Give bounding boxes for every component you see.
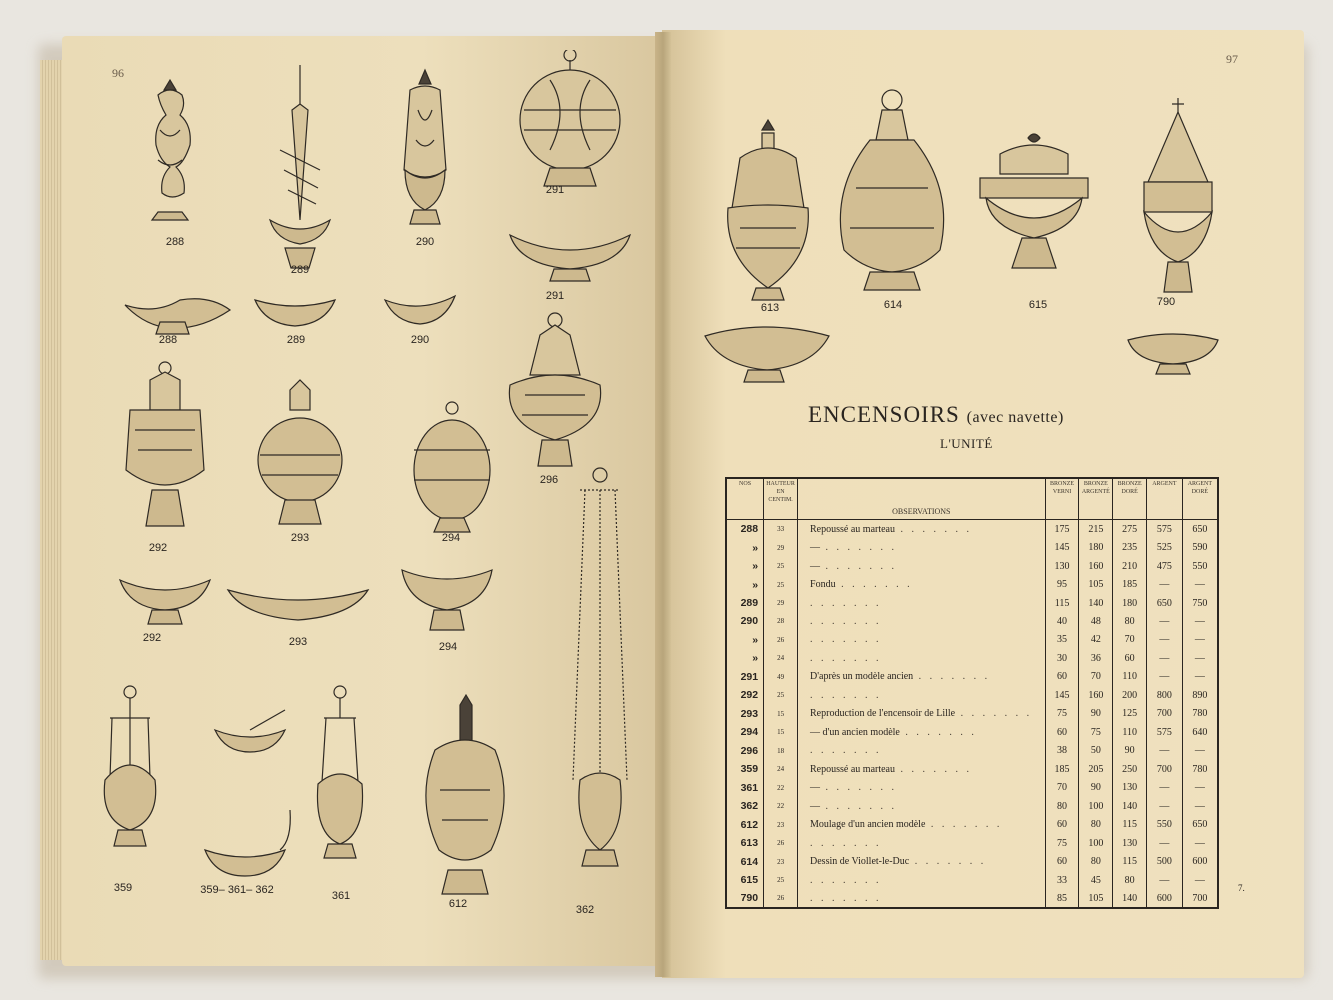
- cell-bv: 33: [1045, 871, 1079, 889]
- cell-h: 24: [764, 649, 798, 667]
- figure-label-288-boat: 288: [158, 334, 178, 346]
- cell-h: 49: [764, 668, 798, 686]
- cell-ba: 100: [1079, 797, 1113, 815]
- leader-dots: . . . . . . .: [895, 763, 972, 775]
- cell-ar: 800: [1147, 686, 1183, 704]
- censer-296-illustration: [509, 313, 600, 466]
- cell-ba: 100: [1079, 834, 1113, 852]
- cell-h: 26: [764, 834, 798, 852]
- cell-obs: [798, 778, 1046, 796]
- cell-no: 614: [726, 852, 764, 870]
- leader-dots: . . . . . . .: [820, 542, 898, 554]
- leader-dots: . . . . . . .: [895, 523, 972, 535]
- section-title-main: ENCENSOIRS: [808, 402, 960, 427]
- table-row: [726, 871, 1218, 889]
- cell-h: 25: [764, 575, 798, 593]
- censer-615-illustration: [980, 134, 1088, 268]
- censer-362-illustration: [573, 468, 627, 866]
- cell-ad: 750: [1182, 594, 1218, 612]
- observation-text: Fondu: [810, 579, 836, 591]
- cell-bd: 110: [1113, 723, 1147, 741]
- cell-h: 18: [764, 742, 798, 760]
- leader-dots: . . . . . . .: [955, 708, 1033, 720]
- table-row: [726, 631, 1218, 649]
- table-row: [726, 742, 1218, 760]
- cell-ba: 45: [1079, 871, 1113, 889]
- cell-ba: 48: [1079, 612, 1113, 630]
- leader-dots: . . . . . . .: [810, 652, 882, 664]
- cell-bv: 70: [1045, 778, 1079, 796]
- cell-ba: 75: [1079, 723, 1113, 741]
- header-bronze-verni: BRONZE VERNI: [1045, 478, 1079, 520]
- cell-ba: 50: [1079, 742, 1113, 760]
- cell-ar: —: [1147, 742, 1183, 760]
- cell-obs: [798, 557, 1046, 575]
- figure-label-290: 290: [415, 236, 435, 248]
- cell-h: 22: [764, 778, 798, 796]
- cell-ba: 215: [1079, 520, 1113, 538]
- cell-obs: [798, 668, 1046, 686]
- cell-bd: 60: [1113, 649, 1147, 667]
- table-row: [726, 538, 1218, 556]
- table-row: [726, 649, 1218, 667]
- table-row: [726, 815, 1218, 833]
- cell-bv: 80: [1045, 797, 1079, 815]
- cell-bd: 130: [1113, 778, 1147, 796]
- cell-ba: 36: [1079, 649, 1113, 667]
- cell-ar: —: [1147, 778, 1183, 796]
- cell-ad: 700: [1182, 889, 1218, 908]
- leader-dots: . . . . . . .: [810, 837, 882, 849]
- cell-ar: 475: [1147, 557, 1183, 575]
- table-row: [726, 612, 1218, 630]
- leader-dots: . . . . . . .: [909, 856, 987, 868]
- cell-bd: 110: [1113, 668, 1147, 686]
- observation-text: Moulage d'un ancien modèle: [810, 819, 926, 831]
- figure-label-292: 292: [148, 542, 168, 554]
- table-row: [726, 575, 1218, 593]
- cell-ar: —: [1147, 668, 1183, 686]
- cell-obs: [798, 705, 1046, 723]
- figure-label-288: 288: [165, 236, 185, 248]
- censer-293-illustration: [258, 380, 342, 524]
- cell-ad: 590: [1182, 538, 1218, 556]
- cell-ad: —: [1182, 778, 1218, 796]
- cell-obs: [798, 834, 1046, 852]
- header-bronze-dore: BRONZE DORÉ: [1113, 478, 1147, 520]
- cell-no: 291: [726, 668, 764, 686]
- right-page-number: 97: [1226, 52, 1238, 66]
- cell-ba: 42: [1079, 631, 1113, 649]
- cell-bd: 90: [1113, 742, 1147, 760]
- cell-h: 33: [764, 520, 798, 538]
- cell-ad: —: [1182, 612, 1218, 630]
- header-observations: OBSERVATIONS: [798, 478, 1046, 520]
- cell-no: 293: [726, 705, 764, 723]
- censer-361-illustration: [317, 686, 362, 858]
- observation-text: —: [810, 542, 821, 554]
- figure-label-359-361-362: 359– 361– 362: [200, 884, 274, 896]
- cell-bd: 130: [1113, 834, 1147, 852]
- cell-bv: 130: [1045, 557, 1079, 575]
- cell-no: »: [726, 575, 764, 593]
- observation-text: Reproduction de l'encensoir de Lille: [810, 708, 956, 720]
- cell-bv: 145: [1045, 686, 1079, 704]
- cell-no: 359: [726, 760, 764, 778]
- cell-obs: [798, 594, 1046, 612]
- cell-ba: 105: [1079, 889, 1113, 908]
- figure-label-291-boat: 291: [545, 290, 565, 302]
- cell-h: 26: [764, 631, 798, 649]
- figure-label-294: 294: [441, 532, 461, 544]
- table-row: [726, 852, 1218, 870]
- cell-obs: [798, 760, 1046, 778]
- cell-ad: 890: [1182, 686, 1218, 704]
- observation-text: Repoussé au marteau: [810, 523, 895, 535]
- cell-no: 612: [726, 815, 764, 833]
- cell-obs: [798, 797, 1046, 815]
- observation-text: D'après un modèle ancien: [810, 671, 914, 683]
- leader-dots: . . . . . . .: [899, 726, 977, 738]
- cell-bd: 80: [1113, 871, 1147, 889]
- cell-ar: 700: [1147, 760, 1183, 778]
- cell-obs: [798, 631, 1046, 649]
- figure-label-293: 293: [290, 532, 310, 544]
- cell-no: 362: [726, 797, 764, 815]
- cell-h: 28: [764, 612, 798, 630]
- leader-dots: . . . . . . .: [810, 892, 882, 904]
- cell-ad: —: [1182, 834, 1218, 852]
- table-row: [726, 723, 1218, 741]
- table-row: [726, 797, 1218, 815]
- cell-no: 288: [726, 520, 764, 538]
- cell-no: 615: [726, 871, 764, 889]
- cell-h: 23: [764, 852, 798, 870]
- cell-obs: [798, 742, 1046, 760]
- figure-label-359: 359: [113, 882, 133, 894]
- cell-bv: 30: [1045, 649, 1079, 667]
- cell-ad: 780: [1182, 705, 1218, 723]
- observation-text: Repoussé au marteau: [810, 763, 895, 775]
- cell-bd: 250: [1113, 760, 1147, 778]
- cell-h: 15: [764, 723, 798, 741]
- cell-h: 25: [764, 686, 798, 704]
- cell-ar: 500: [1147, 852, 1183, 870]
- cell-ba: 160: [1079, 557, 1113, 575]
- table-row: [726, 889, 1218, 908]
- censer-790-illustration: [1144, 98, 1212, 292]
- censer-614-illustration: [840, 90, 943, 290]
- cell-no: »: [726, 631, 764, 649]
- cell-ad: 650: [1182, 520, 1218, 538]
- cell-obs: [798, 815, 1046, 833]
- leader-dots: . . . . . . .: [810, 597, 882, 609]
- cell-obs: [798, 538, 1046, 556]
- censer-290-illustration: [404, 70, 446, 224]
- cell-ad: —: [1182, 871, 1218, 889]
- figure-label-361: 361: [331, 890, 351, 902]
- table-row: [726, 760, 1218, 778]
- cell-obs: [798, 889, 1046, 908]
- cell-ad: —: [1182, 742, 1218, 760]
- cell-ar: —: [1147, 612, 1183, 630]
- censer-292-illustration: [126, 362, 204, 526]
- cell-no: 361: [726, 778, 764, 796]
- cell-bv: 40: [1045, 612, 1079, 630]
- cell-no: »: [726, 649, 764, 667]
- header-argent-dore: ARGENT DORÉ: [1182, 478, 1218, 520]
- censer-359-illustration: [104, 686, 155, 846]
- cell-bd: 140: [1113, 889, 1147, 908]
- cell-ar: 575: [1147, 723, 1183, 741]
- figure-label-296: 296: [539, 474, 559, 486]
- censer-illustrations-left: [80, 50, 660, 930]
- cell-bd: 125: [1113, 705, 1147, 723]
- cell-ar: —: [1147, 575, 1183, 593]
- cell-bd: 275: [1113, 520, 1147, 538]
- censer-289-illustration: [270, 65, 330, 268]
- cell-ar: 525: [1147, 538, 1183, 556]
- header-no: NOS: [726, 478, 764, 520]
- cell-h: 24: [764, 760, 798, 778]
- cell-no: 294: [726, 723, 764, 741]
- observation-text: Dessin de Viollet-le-Duc: [810, 856, 910, 868]
- cell-obs: [798, 871, 1046, 889]
- figure-label-292-boat: 292: [142, 632, 162, 644]
- leader-dots: . . . . . . .: [810, 874, 882, 886]
- leader-dots: . . . . . . .: [810, 745, 882, 757]
- figure-label-362: 362: [575, 904, 595, 916]
- cell-no: »: [726, 557, 764, 575]
- figure-label-289-boat: 289: [286, 334, 306, 346]
- cell-obs: [798, 612, 1046, 630]
- price-table-header: [726, 478, 1218, 520]
- cell-bd: 115: [1113, 852, 1147, 870]
- cell-bv: 145: [1045, 538, 1079, 556]
- cell-h: 29: [764, 594, 798, 612]
- cell-bv: 60: [1045, 852, 1079, 870]
- censer-613-illustration: [728, 120, 809, 300]
- cell-obs: [798, 649, 1046, 667]
- header-height: HAUTEUR EN CENTIM.: [764, 478, 798, 520]
- cell-ad: —: [1182, 575, 1218, 593]
- cell-ad: 550: [1182, 557, 1218, 575]
- cell-no: 290: [726, 612, 764, 630]
- cell-ar: 600: [1147, 889, 1183, 908]
- cell-bd: 115: [1113, 815, 1147, 833]
- censer-291-illustration: [520, 50, 620, 186]
- section-title-suffix: (avec navette): [966, 409, 1064, 426]
- observation-text: — d'un ancien modèle: [810, 726, 900, 738]
- cell-h: 25: [764, 557, 798, 575]
- cell-bv: 85: [1045, 889, 1079, 908]
- cell-h: 15: [764, 705, 798, 723]
- leader-dots: . . . . . . .: [925, 819, 1003, 831]
- cell-bv: 60: [1045, 723, 1079, 741]
- cell-bv: 115: [1045, 594, 1079, 612]
- cell-obs: [798, 520, 1046, 538]
- leader-dots: . . . . . . .: [810, 689, 882, 701]
- cell-ar: —: [1147, 834, 1183, 852]
- figure-label-615: 615: [1028, 299, 1048, 311]
- leader-dots: . . . . . . .: [810, 615, 882, 627]
- cell-bv: 95: [1045, 575, 1079, 593]
- table-row: [726, 668, 1218, 686]
- table-row: [726, 778, 1218, 796]
- observation-text: —: [810, 782, 821, 794]
- figure-label-291: 291: [545, 184, 565, 196]
- cell-ba: 160: [1079, 686, 1113, 704]
- cell-ar: —: [1147, 871, 1183, 889]
- cell-no: »: [726, 538, 764, 556]
- observation-text: —: [810, 800, 821, 812]
- cell-ar: 550: [1147, 815, 1183, 833]
- cell-ar: 700: [1147, 705, 1183, 723]
- figure-label-293-boat: 293: [288, 636, 308, 648]
- censer-illustrations-right: [700, 88, 1240, 388]
- price-table: [725, 477, 1219, 909]
- cell-obs: [798, 575, 1046, 593]
- leader-dots: . . . . . . .: [820, 782, 898, 794]
- table-row: [726, 594, 1218, 612]
- cell-obs: [798, 723, 1046, 741]
- figure-label-612: 612: [448, 898, 468, 910]
- cell-ad: 650: [1182, 815, 1218, 833]
- header-bronze-argente: BRONZE ARGENTÉ: [1079, 478, 1113, 520]
- cell-ad: 780: [1182, 760, 1218, 778]
- figure-label-614: 614: [883, 299, 903, 311]
- cell-h: 29: [764, 538, 798, 556]
- figure-label-289: 289: [290, 264, 310, 276]
- cell-no: 613: [726, 834, 764, 852]
- cell-ar: —: [1147, 631, 1183, 649]
- figure-label-290-boat: 290: [410, 334, 430, 346]
- censer-612-illustration: [426, 695, 504, 894]
- cell-bd: 70: [1113, 631, 1147, 649]
- cell-bv: 35: [1045, 631, 1079, 649]
- leader-dots: . . . . . . .: [820, 800, 898, 812]
- cell-ba: 80: [1079, 815, 1113, 833]
- figure-label-790: 790: [1156, 296, 1176, 308]
- censer-288-illustration: [152, 80, 190, 220]
- cell-bv: 60: [1045, 668, 1079, 686]
- section-subtitle: L'UNITÉ: [940, 436, 993, 451]
- cell-h: 25: [764, 871, 798, 889]
- cell-bd: 185: [1113, 575, 1147, 593]
- cell-no: 790: [726, 889, 764, 908]
- cell-h: 22: [764, 797, 798, 815]
- cell-h: 23: [764, 815, 798, 833]
- figure-label-613: 613: [760, 302, 780, 314]
- cell-ba: 105: [1079, 575, 1113, 593]
- cell-ad: —: [1182, 668, 1218, 686]
- cell-ad: —: [1182, 631, 1218, 649]
- cell-ba: 180: [1079, 538, 1113, 556]
- cell-ba: 90: [1079, 705, 1113, 723]
- censer-294-illustration: [414, 402, 490, 532]
- cell-ar: —: [1147, 649, 1183, 667]
- cell-bv: 60: [1045, 815, 1079, 833]
- figure-label-294-boat: 294: [438, 641, 458, 653]
- cell-ba: 80: [1079, 852, 1113, 870]
- cell-ba: 70: [1079, 668, 1113, 686]
- cell-ar: 650: [1147, 594, 1183, 612]
- cell-bd: 180: [1113, 594, 1147, 612]
- table-row: [726, 520, 1218, 538]
- cell-bv: 75: [1045, 834, 1079, 852]
- cell-ad: —: [1182, 797, 1218, 815]
- cell-bv: 185: [1045, 760, 1079, 778]
- leader-dots: . . . . . . .: [810, 634, 882, 646]
- cell-ba: 90: [1079, 778, 1113, 796]
- table-row: [726, 686, 1218, 704]
- cell-ba: 205: [1079, 760, 1113, 778]
- cell-no: 289: [726, 594, 764, 612]
- cell-ad: 600: [1182, 852, 1218, 870]
- table-row: [726, 705, 1218, 723]
- cell-ar: 575: [1147, 520, 1183, 538]
- observation-text: —: [810, 560, 821, 572]
- cell-bv: 175: [1045, 520, 1079, 538]
- cell-no: 292: [726, 686, 764, 704]
- cell-no: 296: [726, 742, 764, 760]
- table-row: [726, 557, 1218, 575]
- cell-bd: 210: [1113, 557, 1147, 575]
- cell-bv: 38: [1045, 742, 1079, 760]
- cell-ba: 140: [1079, 594, 1113, 612]
- signature-mark: 7.: [1238, 883, 1245, 893]
- cell-h: 26: [764, 889, 798, 908]
- section-title: [808, 402, 1064, 428]
- cell-ad: 640: [1182, 723, 1218, 741]
- cell-obs: [798, 852, 1046, 870]
- leader-dots: . . . . . . .: [835, 579, 913, 591]
- cell-obs: [798, 686, 1046, 704]
- cell-bd: 80: [1113, 612, 1147, 630]
- cell-ad: —: [1182, 649, 1218, 667]
- cell-bd: 235: [1113, 538, 1147, 556]
- header-argent: ARGENT: [1147, 478, 1183, 520]
- cell-bd: 140: [1113, 797, 1147, 815]
- leader-dots: . . . . . . .: [820, 560, 898, 572]
- cell-ar: —: [1147, 797, 1183, 815]
- left-page-number: 96: [112, 66, 124, 80]
- leader-dots: . . . . . . .: [913, 671, 991, 683]
- cell-bd: 200: [1113, 686, 1147, 704]
- table-row: [726, 834, 1218, 852]
- price-table-body: [726, 520, 1218, 908]
- cell-bv: 75: [1045, 705, 1079, 723]
